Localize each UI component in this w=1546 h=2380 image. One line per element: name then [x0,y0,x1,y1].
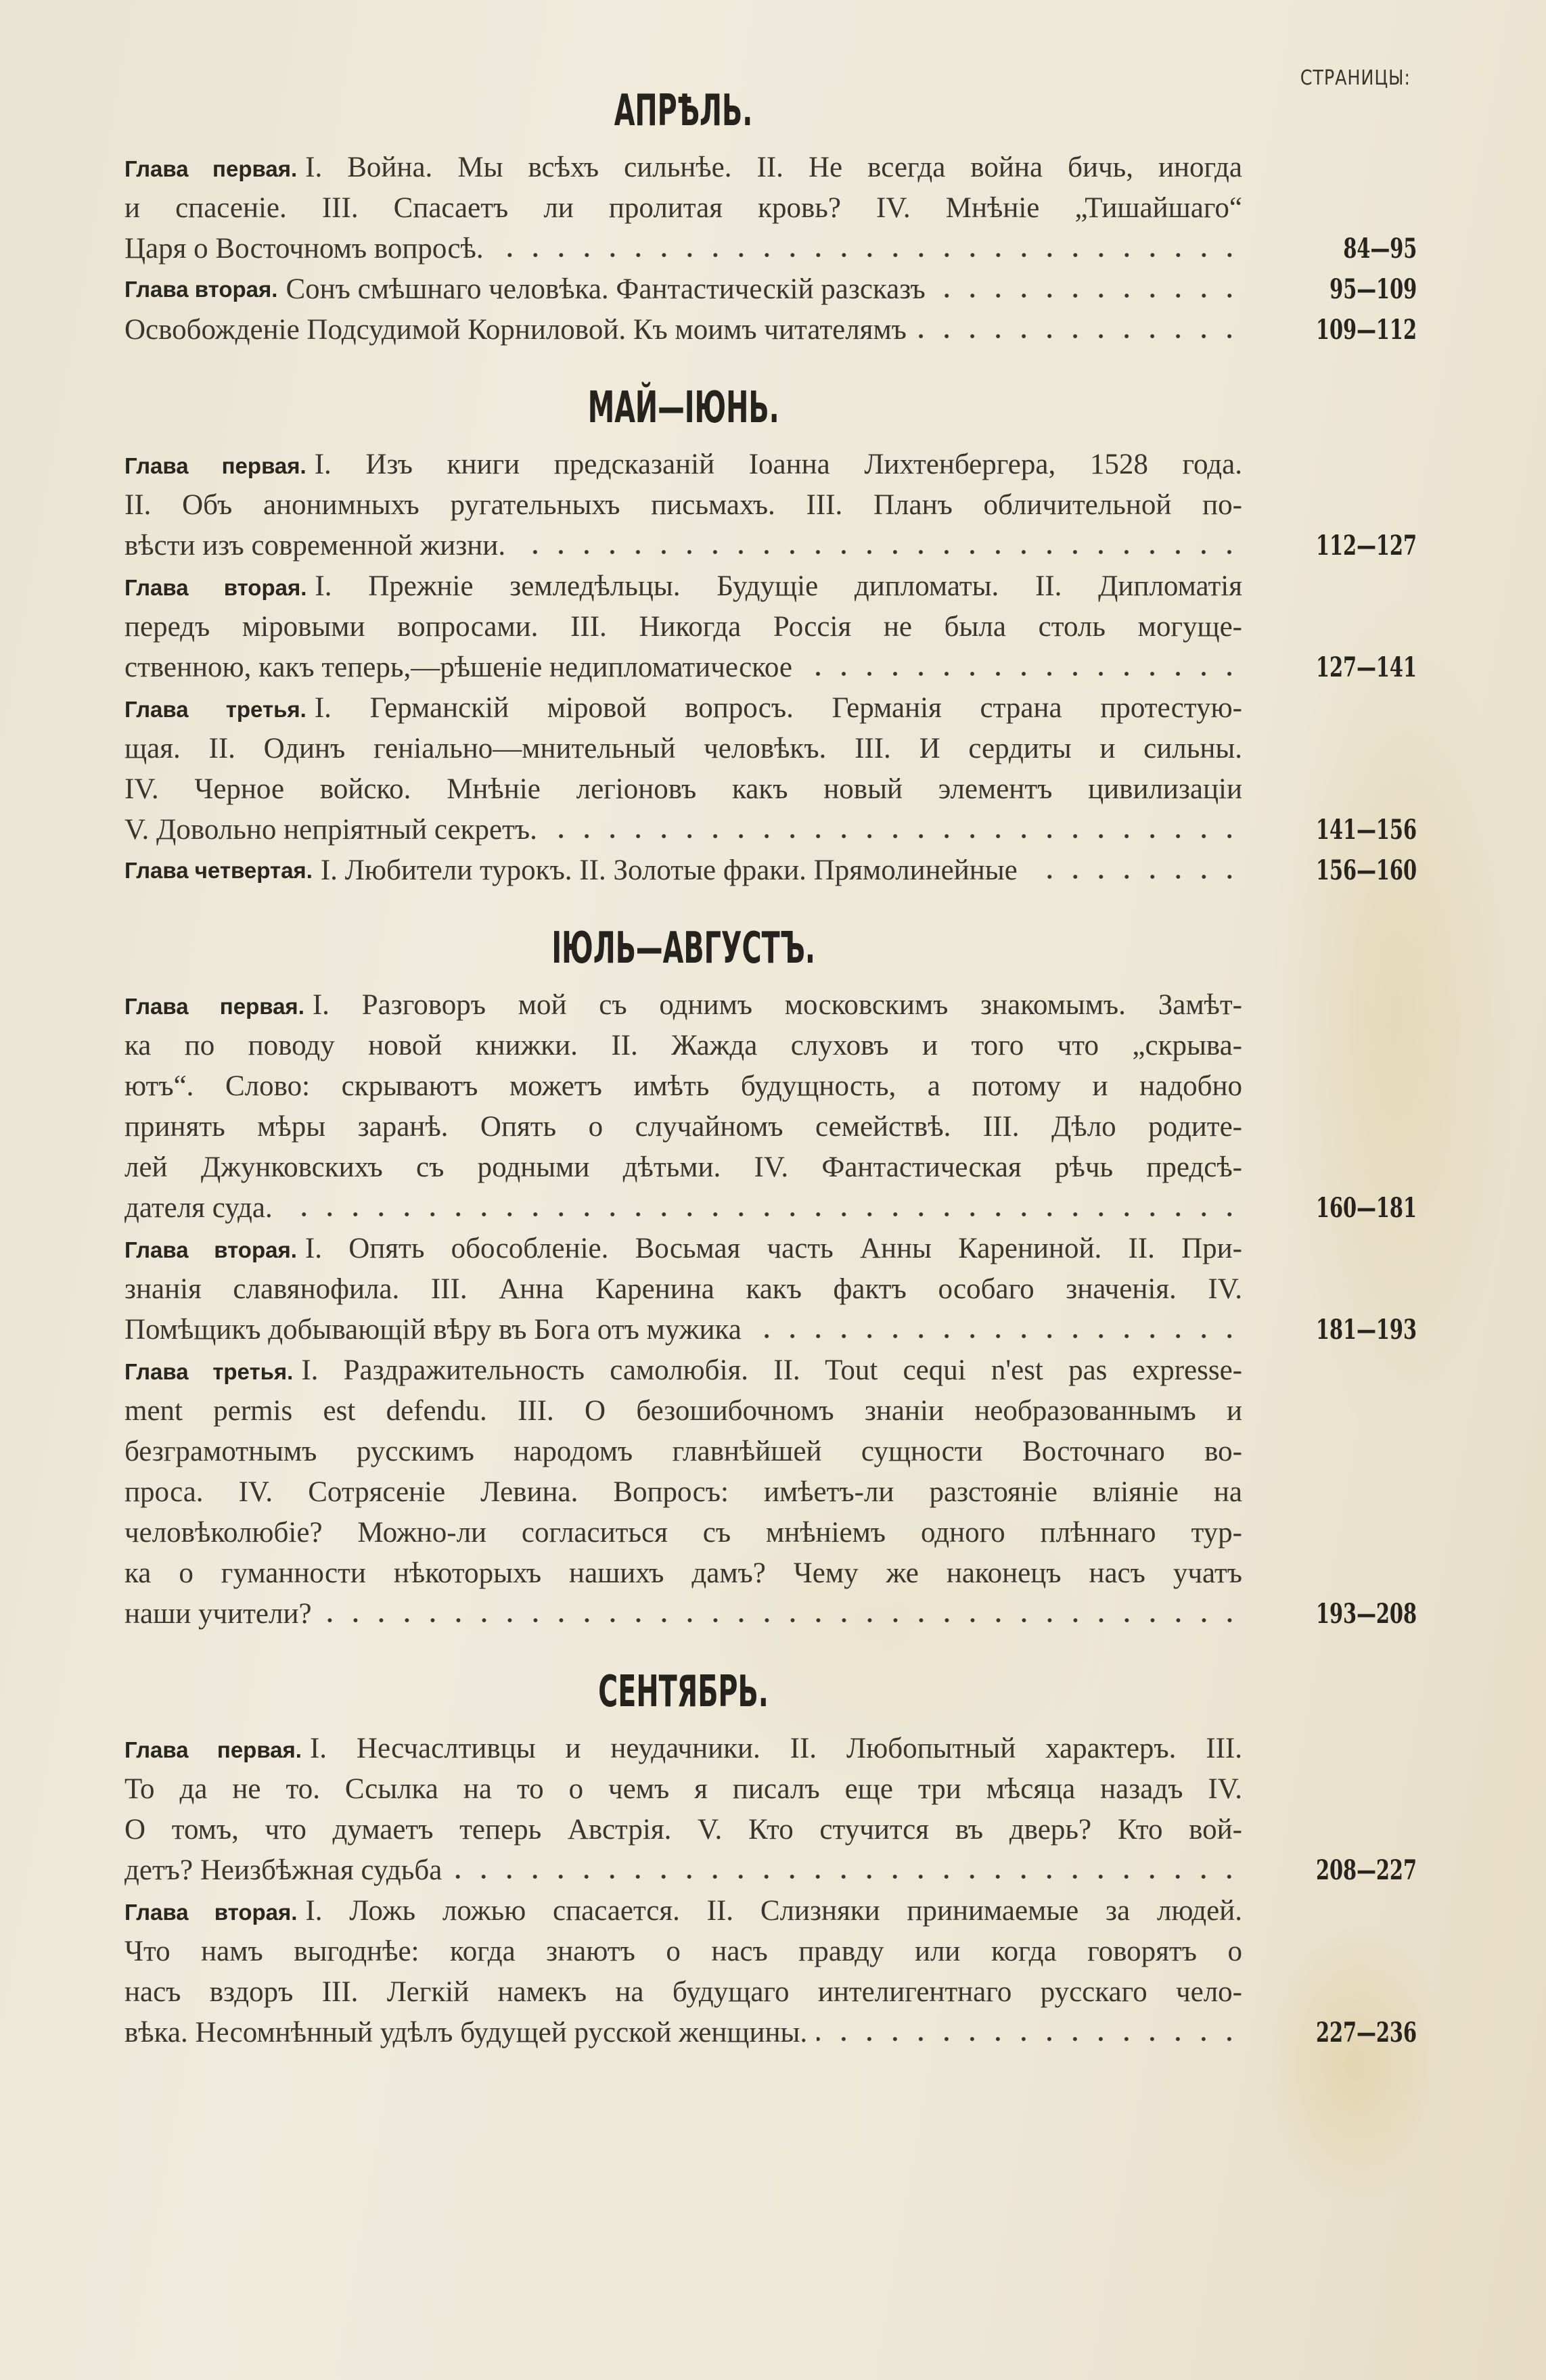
entry-text: принять мѣры заранѣ. Опять о случайномъ семействѣ. III. Дѣло родите- [124,1111,1242,1143]
dot-leader [916,310,1242,350]
entry-line [124,769,1242,810]
section-title-text: АПРѢЛЬ. [614,86,753,136]
entry-text: Царя о Восточномъ вопросѣ. [124,233,484,265]
page-range [1275,1850,1417,1891]
month-section [124,381,1417,891]
entry-line [124,188,1242,229]
chapter-label: Глава четвертая. [124,858,313,883]
entry-text: вѣка. Несомнѣнный удѣлъ будущей русской женщины. [124,2017,808,2049]
entry-text: IV. Черное войско. Мнѣніе легіоновъ какъ новый элементъ цивилизаціи [124,773,1242,805]
entry-line [124,1391,1242,1432]
page-range [1275,2013,1417,2053]
entry-text: и спасеніе. III. Спасаетъ ли пролитая кровь? IV. Мнѣніе „Тишайшаго“ [124,192,1242,224]
chapter-entry [124,1891,1417,2053]
page-range [1275,647,1417,688]
page-range-text: 156—160 [1315,854,1417,886]
section-title [124,84,1242,138]
entry-text: I. Прежніе земледѣльцы. Будущіе дипломаты. II. Дипломатія [315,570,1242,602]
section-title-text: СЕНТЯБРЬ. [598,1667,769,1717]
entry-text: ютъ“. Слово: скрываютъ можетъ имѣть будущность, а потому и надобно [124,1070,1242,1102]
entry-text: знанія славянофила. III. Анна Каренина какъ фактъ особаго значенія. IV. [124,1273,1242,1305]
page-range [1275,229,1417,269]
section-title-text: ІЮЛЬ—АВГУСТЪ. [551,923,815,974]
entry-line [124,985,1242,1026]
page-range-text: 127—141 [1315,651,1417,683]
entry-line [124,566,1242,607]
entry-line [124,1513,1242,1553]
entry-line [124,269,1417,310]
entry-text: I. Раздражительность самолюбія. II. Tout cequi n'est pas expresse- [301,1354,1242,1386]
entry-line [124,1432,1242,1472]
entry-text: О томъ, что думаетъ теперь Австрія. V. Кто стучится въ дверь? Кто вой- [124,1814,1242,1846]
entry-line [124,310,1417,350]
entry-text: ка о гуманности нѣкоторыхъ нашихъ дамъ? Чему же наконецъ насъ учатъ [124,1557,1242,1589]
dot-leader [282,1188,1242,1229]
page-range [1275,1594,1417,1634]
entry-line [124,850,1417,891]
section-title [124,381,1242,435]
page-range [1275,810,1417,850]
entry-line [124,729,1242,769]
dot-leader [817,2013,1242,2053]
entry-text: наши учители? [124,1598,312,1630]
entry-line [124,1066,1242,1107]
entry-line [124,1810,1242,1850]
entry-text: человѣколюбіе? Можно-ли согласиться съ мнѣніемъ одного плѣннаго тур- [124,1517,1242,1549]
chapter-entry [124,1229,1417,1350]
entry-line [124,1350,1242,1391]
dot-leader [493,229,1242,269]
entry-line [124,607,1242,647]
chapter-entry [124,985,1417,1229]
entry-text: ственною, какъ теперь,—рѣшеніе недипломатическое [124,651,792,683]
entry-line [124,1472,1242,1513]
entry-line [124,810,1417,850]
entry-line [124,1310,1417,1350]
chapter-label: Глава вторая. [124,1900,298,1925]
page-range [1275,526,1417,566]
entry-line [124,1147,1242,1188]
chapter-label: Глава вторая. [124,575,307,600]
page-range-text: 141—156 [1315,814,1417,846]
entry-line [124,444,1242,485]
entry-text: I. Германскій міровой вопросъ. Германія страна протестую- [314,692,1242,724]
chapter-label: Глава третья. [124,697,306,722]
section-title-text: МАЙ—ІЮНЬ. [587,383,779,433]
entry-text: проса. IV. Сотрясеніе Левина. Вопросъ: имѣетъ-ли разстояніе вліяніе на [124,1476,1242,1508]
entry-line [124,1972,1242,2013]
entry-line [124,147,1242,188]
dot-leader [321,1594,1242,1634]
entry-line [124,2013,1417,2053]
entry-text: II. Объ анонимныхъ ругательныхъ письмахъ. III. Планъ обличительной по- [124,489,1242,521]
entry-line [124,1769,1242,1810]
entry-text: I. Ложь ложью спасается. II. Слизняки принимаемые за людей. [305,1895,1242,1927]
entry-text: V. Довольно непріятный секретъ. [124,814,537,846]
chapter-entry [124,147,1417,269]
entry-text: I. Война. Мы всѣхъ сильнѣе. II. Не всегда война бичь, иногда [305,152,1242,183]
page-range-text: 160—181 [1315,1192,1417,1224]
chapter-entry [124,688,1417,850]
page-range-text: 95—109 [1329,273,1417,305]
chapter-label: Глава первая. [124,994,304,1019]
chapter-label: Глава первая. [124,156,298,181]
entry-line [124,1269,1242,1310]
entry-text: I. Разговоръ мой съ однимъ московскимъ знакомымъ. Замѣт- [312,989,1242,1021]
month-section [124,84,1417,350]
page-range-text: 112—127 [1315,530,1417,562]
entry-text: I. Несчаслтивцы и неудачники. II. Любопытный характеръ. III. [309,1733,1242,1764]
entry-line [124,1931,1242,1972]
chapter-entry [124,566,1417,688]
entry-line [124,1891,1242,1931]
page-range [1275,1310,1417,1350]
entry-line [124,1026,1242,1066]
entry-text: Что намъ выгоднѣе: когда знаютъ о насъ правду или когда говорятъ о [124,1936,1242,1967]
page-range-text: 181—193 [1315,1314,1417,1346]
chapter-entry [124,1350,1417,1634]
entry-line [124,1729,1242,1769]
dot-leader [802,647,1242,688]
page-range-text: 109—112 [1315,314,1417,346]
chapter-entry [124,850,1417,891]
chapter-label: Глава третья. [124,1359,294,1384]
entry-line [124,229,1417,269]
entry-line [124,1107,1242,1147]
section-title [124,1665,1242,1719]
page-range-text: 84—95 [1343,233,1417,265]
entry-text: вѣсти изъ современной жизни. [124,530,506,562]
chapter-label: Глава первая. [124,453,306,478]
month-section [124,1665,1417,2053]
page-range-text: 208—227 [1315,1854,1417,1886]
chapter-entry [124,1729,1417,1891]
dot-leader [451,1850,1242,1891]
entry-text: Освобожденіе Подсудимой Корниловой. Къ моимъ читателямъ [124,314,907,346]
entry-text: I. Любители турокъ. II. Золотые фраки. Прямолинейные [320,854,1018,886]
dot-leader [935,269,1242,310]
table-of-contents [124,84,1417,2053]
entry-line [124,1553,1242,1594]
entry-text: ment permis est defendu. III. О безошибочномъ знаніи необразованнымъ и [124,1395,1242,1427]
entry-text: Сонъ смѣшнаго человѣка. Фантастическій разсказъ [286,273,926,305]
chapter-label: Глава вторая. [124,1237,297,1262]
entry-line [124,1850,1417,1891]
entry-text: насъ вздоръ III. Легкій намекъ на будущаго интелигентнаго русскаго чело- [124,1976,1242,2008]
dot-leader [751,1310,1242,1350]
chapter-entry [124,269,1417,310]
entry-text: безграмотнымъ русскимъ народомъ главнѣйшей сущности Восточнаго во- [124,1436,1242,1467]
chapter-entry [124,444,1417,566]
chapter-label: Глава первая. [124,1737,302,1762]
page-range [1275,269,1417,310]
page-range [1275,850,1417,891]
page-range-text: 193—208 [1315,1598,1417,1630]
entry-line [124,526,1417,566]
entry-line [124,1188,1417,1229]
entry-text: Помѣщикъ добывающій вѣру въ Бога отъ мужика [124,1314,742,1346]
chapter-label: Глава вторая. [124,277,278,302]
entry-line [124,1229,1242,1269]
page-range [1275,310,1417,350]
entry-line [124,485,1242,526]
chapter-entry [124,310,1417,350]
entry-text: дателя суда. [124,1192,273,1224]
entry-text: щая. II. Одинъ геніально—мнительный человѣкъ. III. И сердиты и сильны. [124,733,1242,764]
section-title [124,921,1242,976]
entry-text: детъ? Неизбѣжная судьба [124,1854,442,1886]
dot-leader [1027,850,1242,891]
page-range [1275,1188,1417,1229]
entry-text: ка по поводу новой книжки. II. Жажда слуховъ и того что „скрыва- [124,1030,1242,1061]
dot-leader [547,810,1242,850]
entry-line [124,1594,1417,1634]
pages-column-header: СТРАНИЦЫ: [1300,66,1411,90]
entry-text: I. Изъ книги предсказаній Іоанна Лихтенбергера, 1528 года. [314,449,1243,480]
dot-leader [515,526,1242,566]
entry-text: То да не то. Ссылка на то о чемъ я писалъ еще три мѣсяца назадъ IV. [124,1773,1242,1805]
month-section [124,921,1417,1634]
entry-line [124,647,1417,688]
entry-text: лей Джунковскихъ съ родными дѣтьми. IV. Фантастическая рѣчь предсѣ- [124,1151,1242,1183]
entry-text: передъ міровыми вопросами. III. Никогда Россія не была столь могуще- [124,611,1242,643]
entry-line [124,688,1242,729]
entry-text: I. Опять обособленіе. Восьмая часть Анны Карениной. II. При- [304,1233,1242,1264]
page-range-text: 227—236 [1315,2017,1417,2049]
